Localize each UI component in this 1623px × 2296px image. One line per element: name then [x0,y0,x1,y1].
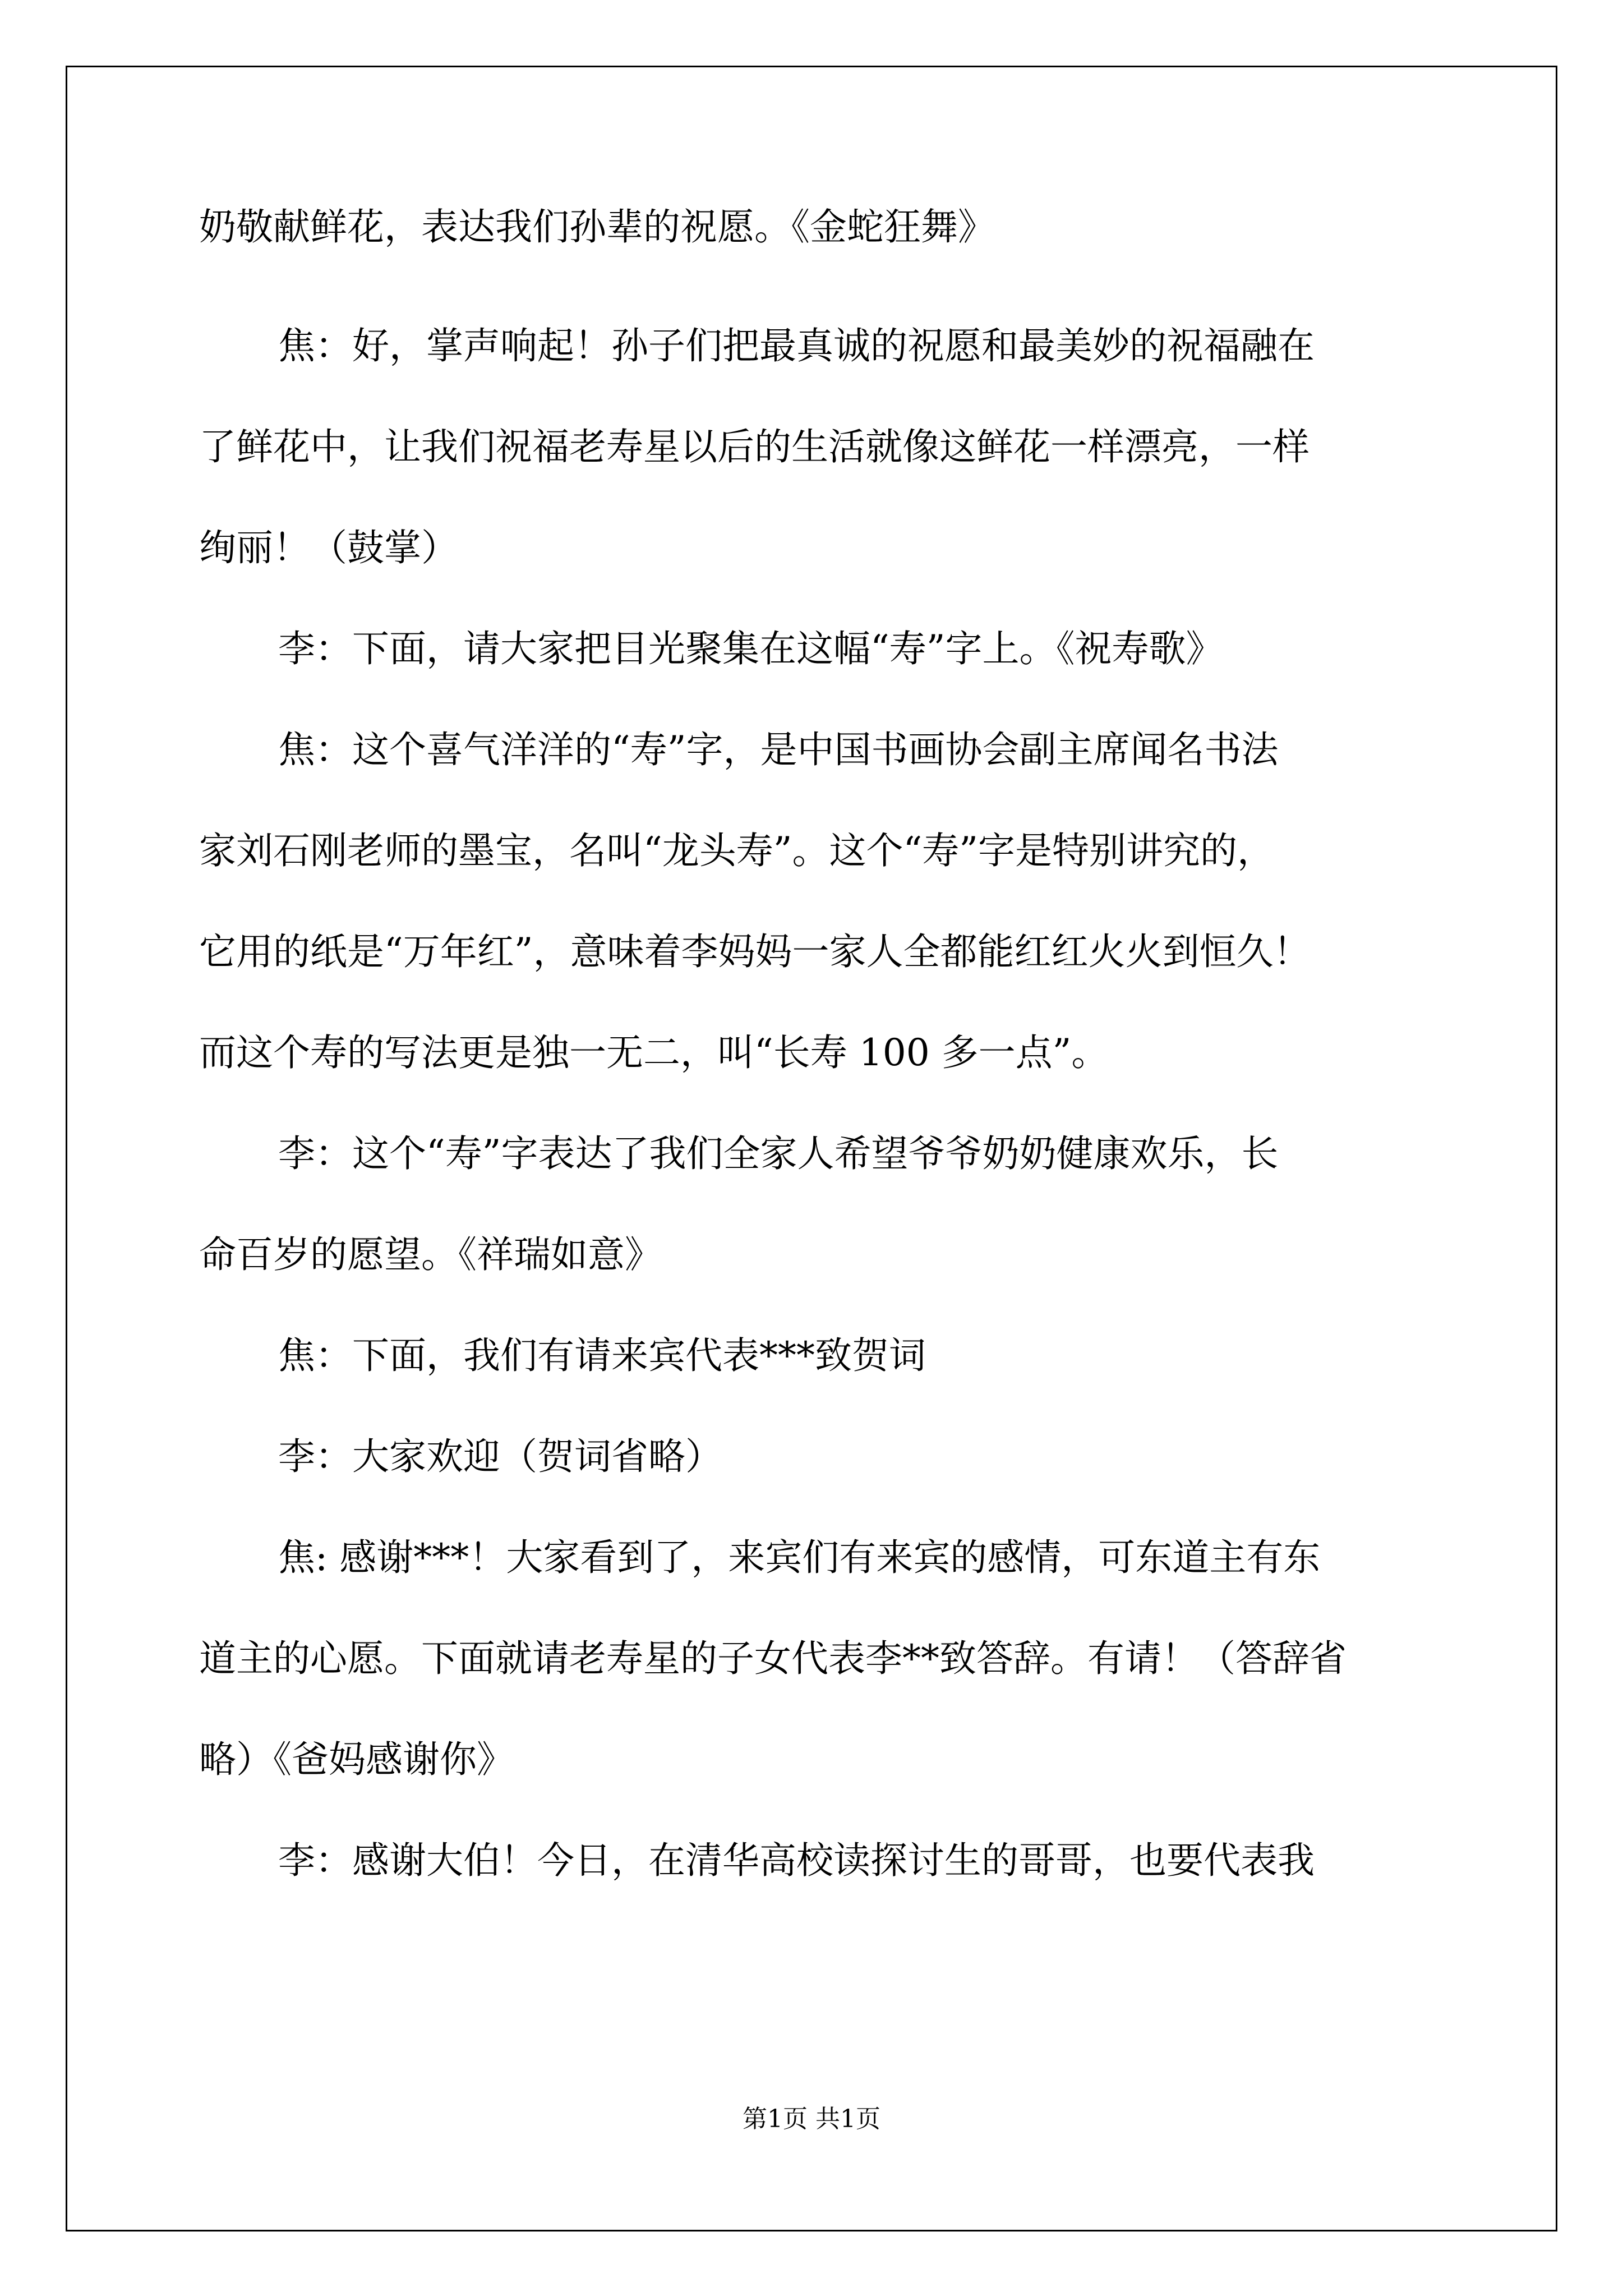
paragraph-line: 李：下面，请大家把目光聚集在这幅“寿”字上。《祝寿歌》 [278,627,1223,670]
paragraph-line: 家刘石刚老师的墨宝，名叫“龙头寿”。这个“寿”字是特别讲究的， [199,829,1274,872]
paragraph-line: 了鲜花中，让我们祝福老寿星以后的生活就像这鲜花一样漂亮，一样 [199,425,1310,468]
paragraph-line: 绚丽！（鼓掌） [199,526,458,569]
paragraph-line: 而这个寿的写法更是独一无二，叫“长寿 100 多一点”。 [199,1031,1109,1074]
paragraph-line: 焦：好，掌声响起！孙子们把最真诚的祝愿和最美妙的祝福融在 [278,324,1315,367]
paragraph-line: 焦：这个喜气洋洋的“寿”字，是中国书画协会副主席闻名书法 [278,728,1279,771]
paragraph-line: 道主的心愿。下面就请老寿星的子女代表李**致答辞。有请！（答辞省 [199,1637,1347,1680]
page-footer: 第1页 共1页 [743,2105,880,2133]
paragraph-line: 命百岁的愿望。《祥瑞如意》 [199,1233,662,1276]
paragraph-line: 焦：下面，我们有请来宾代表***致贺词 [278,1334,926,1377]
paragraph-line: 李：感谢大伯！今日，在清华高校读探讨生的哥哥，也要代表我 [278,1839,1315,1882]
paragraph-line: 李：大家欢迎（贺词省略） [278,1435,722,1478]
paragraph-line: 略）《爸妈感谢你》 [199,1738,514,1781]
paragraph-line: 李：这个“寿”字表达了我们全家人希望爷爷奶奶健康欢乐，长 [278,1132,1279,1175]
paragraph-line: 它用的纸是“万年红”，意味着李妈妈一家人全都能红红火火到恒久！ [199,930,1311,973]
paragraph-line: 奶敬献鲜花，表达我们孙辈的祝愿。《金蛇狂舞》 [199,205,995,249]
paragraph-line: 焦: 感谢***！大家看到了，来宾们有来宾的感情，可东道主有东 [278,1536,1321,1579]
